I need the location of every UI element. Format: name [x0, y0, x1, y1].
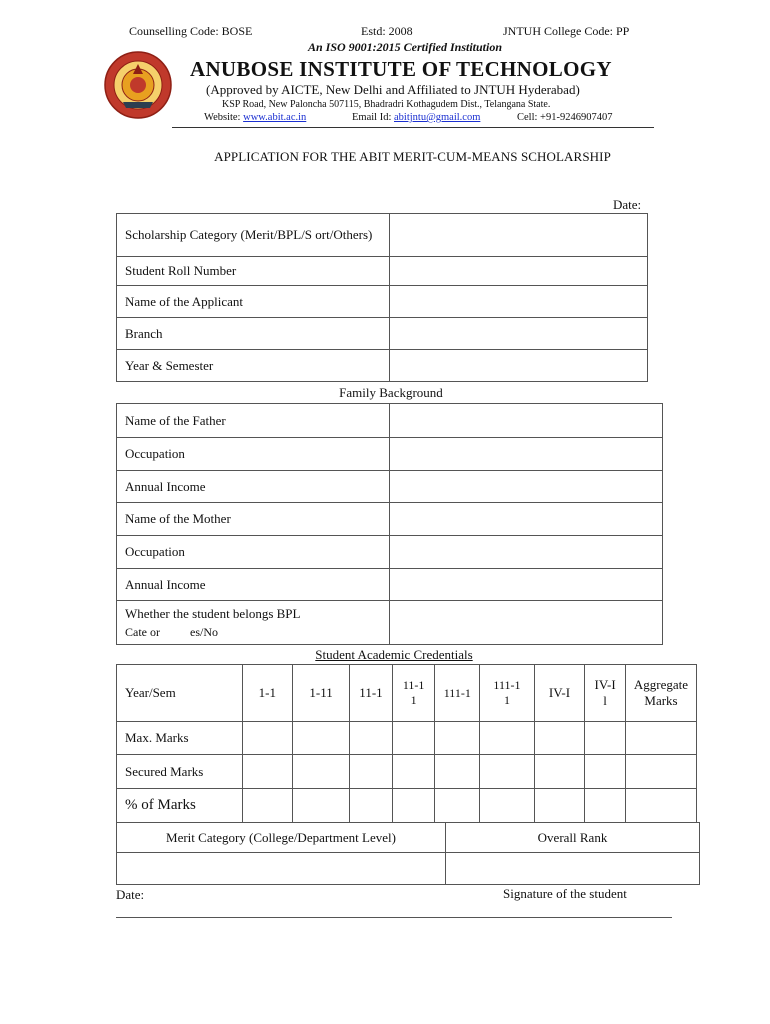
family-background-table — [116, 403, 663, 645]
col-11-1: 11-1 — [350, 665, 393, 722]
overall-rank-header: Overall Rank — [446, 823, 700, 853]
percent-marks-cell[interactable] — [480, 789, 535, 823]
cell-number: Cell: +91-9246907407 — [517, 112, 613, 123]
col-aggregate-text: Aggregate Marks — [633, 677, 689, 708]
secured-marks-cell[interactable] — [480, 755, 535, 789]
established-year: Estd: 2008 — [361, 24, 413, 38]
branch-label: Branch — [117, 318, 390, 350]
mother-income-label: Annual Income — [117, 569, 390, 601]
email-link[interactable]: abitjntu@gmail.com — [394, 112, 481, 123]
year-semester-label: Year & Semester — [117, 350, 390, 382]
secured-marks-cell[interactable] — [626, 755, 697, 789]
roll-number-field[interactable] — [390, 257, 648, 286]
website-label: Website: — [204, 112, 244, 123]
secured-marks-cell[interactable] — [242, 755, 292, 789]
scholarship-category-field[interactable] — [390, 214, 648, 257]
percent-marks-cell[interactable] — [585, 789, 626, 823]
father-name-field[interactable] — [390, 404, 663, 438]
col-11-11-text: 11-11 — [402, 678, 425, 707]
footer-date-label: Date: — [116, 887, 145, 902]
father-occupation-field[interactable] — [390, 438, 663, 471]
header-divider — [172, 127, 654, 128]
website-link[interactable]: www.abit.ac.in — [243, 112, 307, 123]
father-income-label: Annual Income — [117, 471, 390, 503]
email-label: Email Id: — [352, 112, 394, 123]
percent-marks-cell[interactable] — [435, 789, 480, 823]
max-marks-cell[interactable] — [242, 722, 292, 755]
bpl-subtext: Cate or es/No — [125, 624, 218, 639]
bpl-question: Whether the student belongs BPL — [125, 605, 301, 621]
col-111-1-text: 111-1 — [443, 685, 471, 700]
col-year-sem: Year/Sem — [117, 665, 243, 722]
mother-income-field[interactable] — [390, 569, 663, 601]
institute-logo-icon — [103, 50, 173, 120]
max-marks-cell[interactable] — [480, 722, 535, 755]
col-iv-ii — [585, 665, 626, 722]
overall-rank-field[interactable] — [446, 853, 700, 885]
date-label: Date: — [613, 197, 642, 212]
bpl-label — [117, 601, 390, 645]
father-income-field[interactable] — [390, 471, 663, 503]
scholarship-category-label: Scholarship Category (Merit/BPL/S ort/Others) — [117, 214, 390, 257]
col-1-11: 1-11 — [293, 665, 350, 722]
iso-certification: An ISO 9001:2015 Certified Institution — [307, 40, 503, 54]
student-details-table — [116, 213, 648, 382]
percent-marks-cell[interactable] — [626, 789, 697, 823]
secured-marks-cell[interactable] — [350, 755, 393, 789]
website-line — [204, 112, 306, 123]
applicant-name-field[interactable] — [390, 286, 648, 318]
mother-name-field[interactable] — [390, 503, 663, 536]
col-iv-ii-text: IV-Il — [594, 677, 616, 708]
footer-line — [116, 917, 672, 918]
row-percent-marks: % of Marks — [117, 789, 243, 823]
col-111-11-text: 111-11 — [493, 678, 521, 707]
max-marks-cell[interactable] — [293, 722, 350, 755]
merit-category-header: Merit Category (College/Department Level) — [117, 823, 446, 853]
col-1-1: 1-1 — [242, 665, 292, 722]
counselling-code: Counselling Code: BOSE — [129, 24, 253, 38]
jntuh-college-code: JNTUH College Code: PP — [503, 24, 630, 38]
secured-marks-cell[interactable] — [435, 755, 480, 789]
max-marks-cell[interactable] — [350, 722, 393, 755]
percent-marks-cell[interactable] — [293, 789, 350, 823]
father-name-label: Name of the Father — [117, 404, 390, 438]
col-111-1 — [435, 665, 480, 722]
max-marks-cell[interactable] — [534, 722, 584, 755]
max-marks-cell[interactable] — [392, 722, 435, 755]
percent-marks-cell[interactable] — [392, 789, 435, 823]
col-111-11 — [480, 665, 535, 722]
branch-field[interactable] — [390, 318, 648, 350]
applicant-name-label: Name of the Applicant — [117, 286, 390, 318]
roll-number-label: Student Roll Number — [117, 257, 390, 286]
bpl-field[interactable] — [390, 601, 663, 645]
max-marks-cell[interactable] — [585, 722, 626, 755]
secured-marks-cell[interactable] — [293, 755, 350, 789]
row-max-marks: Max. Marks — [117, 722, 243, 755]
col-iv-i: IV-I — [534, 665, 584, 722]
address: KSP Road, New Paloncha 507115, Bhadradri Kothagudem Dist., Telangana State. — [222, 99, 551, 110]
max-marks-cell[interactable] — [626, 722, 697, 755]
percent-marks-cell[interactable] — [350, 789, 393, 823]
col-11-11 — [392, 665, 435, 722]
mother-name-label: Name of the Mother — [117, 503, 390, 536]
year-semester-field[interactable] — [390, 350, 648, 382]
father-occupation-label: Occupation — [117, 438, 390, 471]
signature-label: Signature of the student — [503, 886, 627, 901]
secured-marks-cell[interactable] — [392, 755, 435, 789]
mother-occupation-label: Occupation — [117, 536, 390, 569]
academic-credentials-text: Student Academic Credentials — [315, 647, 473, 662]
max-marks-cell[interactable] — [435, 722, 480, 755]
secured-marks-cell[interactable] — [585, 755, 626, 789]
percent-marks-cell[interactable] — [242, 789, 292, 823]
approval-line: (Approved by AICTE, New Delhi and Affiliated to JNTUH Hyderabad) — [206, 82, 580, 97]
application-title: APPLICATION FOR THE ABIT MERIT-CUM-MEANS SCHOLARSHIP — [214, 149, 611, 164]
institute-name: ANUBOSE INSTITUTE OF TECHNOLOGY — [190, 57, 612, 81]
mother-occupation-field[interactable] — [390, 536, 663, 569]
row-secured-marks: Secured Marks — [117, 755, 243, 789]
academic-credentials-table — [116, 664, 697, 823]
col-aggregate — [626, 665, 697, 722]
email-line — [352, 112, 480, 123]
academic-credentials-title — [116, 647, 672, 663]
secured-marks-cell[interactable] — [534, 755, 584, 789]
merit-category-field[interactable] — [117, 853, 446, 885]
merit-rank-table — [116, 822, 700, 885]
family-background-title: Family Background — [339, 385, 443, 400]
percent-marks-cell[interactable] — [534, 789, 584, 823]
